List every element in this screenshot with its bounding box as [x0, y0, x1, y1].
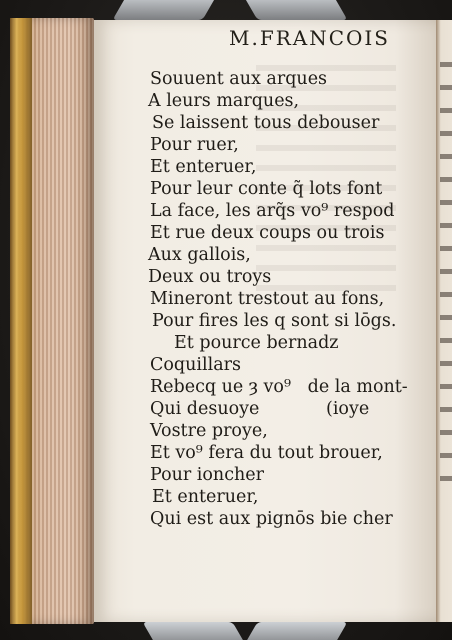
text-line: Mineront trestout au fons,: [150, 289, 385, 309]
glass-clamp: [142, 622, 247, 640]
text-line: Et vo⁹ fera du tout brouer,: [150, 443, 383, 463]
text-line: Et pource bernadz: [174, 333, 339, 353]
glass-clamp: [112, 0, 217, 20]
text-line: Qui est aux pignōs bie cher: [150, 509, 393, 529]
glass-clamp: [242, 622, 347, 640]
book-page: [94, 20, 436, 622]
text-line: Qui desuoye: [150, 399, 260, 419]
text-line-continuation: (ioye: [326, 399, 370, 419]
text-line: Et rue deux coups ou trois: [150, 223, 385, 243]
text-line: Coquillars: [150, 355, 241, 375]
text-line: Pour fires les q sont si lōgs.: [152, 311, 397, 331]
gilt-binding-rim: [10, 18, 32, 624]
page-text: [94, 20, 436, 622]
text-line: La face, les arq̃s vo⁹ respod: [150, 201, 395, 221]
text-line: Se laissent tous debouser: [152, 113, 380, 133]
text-line: Souuent aux arques: [150, 69, 328, 89]
text-line: Deux ou troys: [148, 267, 272, 287]
text-line: Rebecq ue ȝ vo⁹ de la mont-: [150, 377, 408, 397]
text-line: Pour ioncher: [150, 465, 264, 485]
text-line: Pour leur conte q̃ lots font: [150, 179, 383, 199]
facing-page-edge: [436, 20, 452, 622]
text-line: Et enteruer,: [152, 487, 259, 507]
text-line: Et enteruer,: [150, 157, 257, 177]
text-line: A leurs marques,: [148, 91, 300, 111]
running-header: M.FRANCOIS: [228, 26, 390, 50]
text-line: Aux gallois,: [148, 245, 251, 265]
glass-clamp: [242, 0, 347, 20]
text-line: Vostre proye,: [150, 421, 268, 441]
text-line: Pour ruer,: [150, 135, 239, 155]
facing-page-text-fragments: [440, 62, 452, 482]
